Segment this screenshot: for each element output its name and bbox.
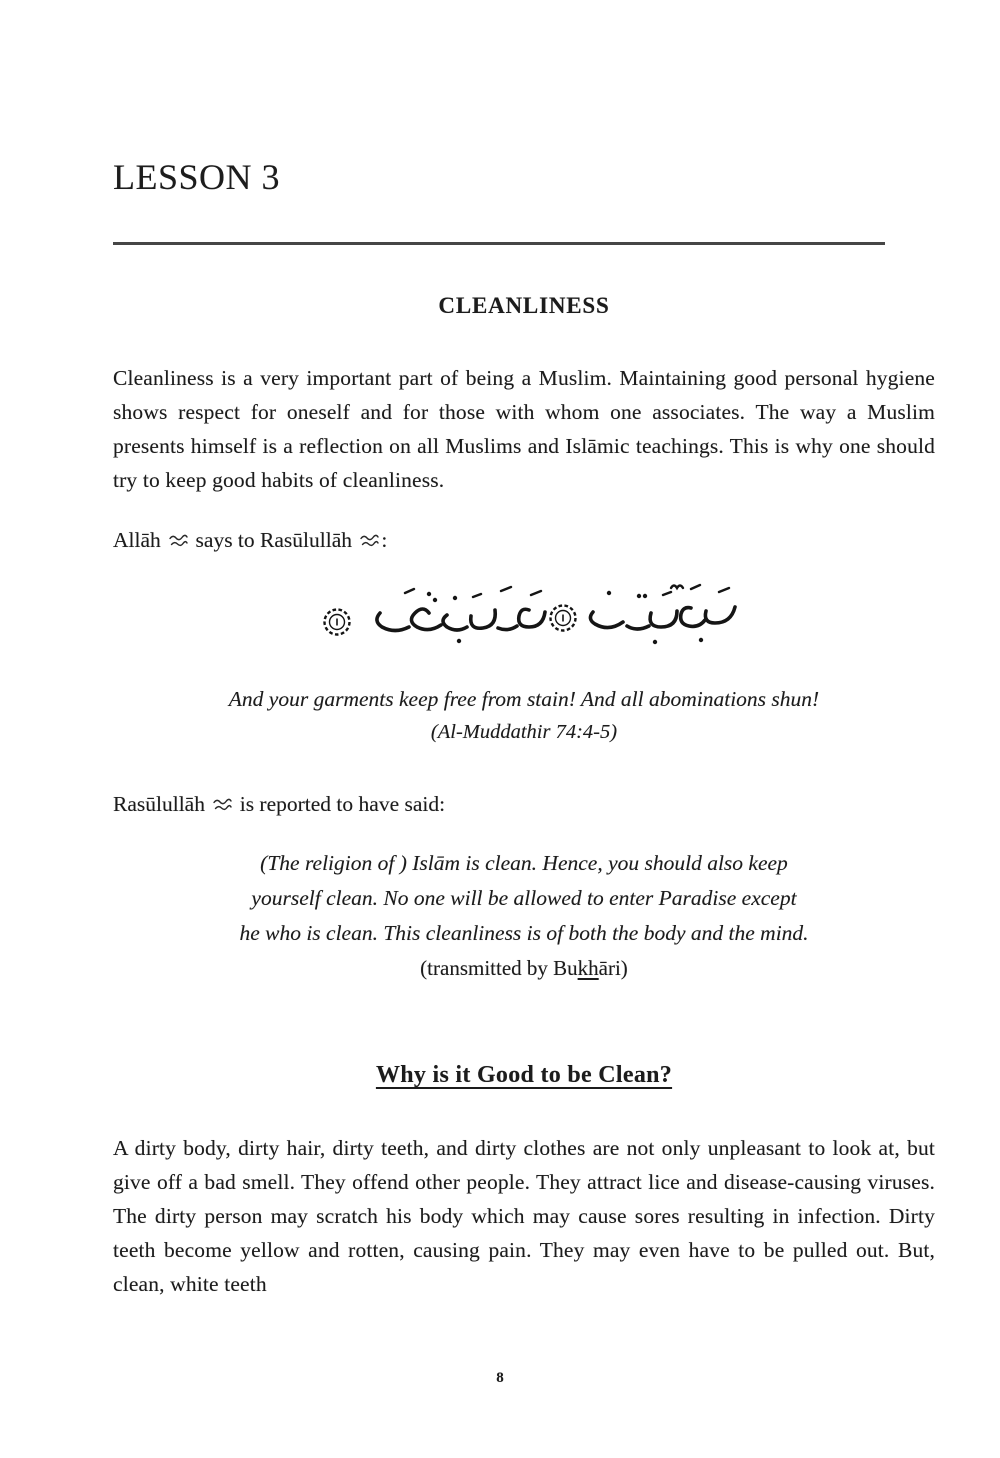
arabic-calligraphy-drawing [309, 580, 739, 662]
hadith-intro-line [113, 787, 935, 822]
horizontal-rule [113, 242, 885, 245]
section-heading: Why is it Good to be Clean? [375, 1062, 673, 1088]
hadith-source-kh: kh [577, 956, 599, 980]
verse-intro-line [113, 523, 935, 558]
verse-intro-says: says to Rasūlullāh [195, 528, 352, 552]
verse-intro-colon: : [381, 528, 388, 552]
ayah-medallion-icon [325, 610, 350, 635]
verse-intro-allah: Allāh [113, 528, 161, 552]
honorific-jalla-jalaluhu-icon [168, 524, 188, 558]
lesson-label: LESSON 3 [113, 157, 281, 197]
quran-verse-calligraphy [113, 580, 935, 667]
body-paragraph: A dirty body, dirty hair, dirty teeth, and dirty clothes are not only unpleasant to look at, but give off a bad smell. They offend other people. They attract lice and disease-causing viruses. The dirty person may scratch his body which may cause sores resulting in infection. Dirty teeth become yellow and rotten, causing pain. They may even have to be pulled out. But, clean, white teeth [113, 1136, 935, 1296]
hadith-source-open: (transmitted by Bu [420, 956, 578, 980]
hadith-intro-rasulullah: Rasūlullāh [113, 792, 205, 816]
page-number: 8 [496, 1370, 504, 1386]
honorific-sallallahu-icon [359, 524, 379, 558]
verse-reference: (Al-Muddathir 74:4-5) [430, 721, 618, 743]
hadith-source-close: āri) [598, 956, 628, 980]
ayah-medallion-icon [551, 606, 576, 631]
intro-paragraph: Cleanliness is a very important part of being a Muslim. Maintaining good personal hygiene shows respect for oneself and for those with whom one associates. The way a Muslim presents himself is a reflection on all Muslims and Islāmic teachings. This is why one should try to keep good habits of cleanliness. [113, 366, 935, 492]
verse-translation: And your garments keep free from stain! And all abominations shun! [228, 687, 820, 711]
hadith-intro-rest: is reported to have said: [239, 792, 446, 816]
honorific-sallallahu-icon [212, 788, 232, 822]
hadith-quote: (The religion of ) Islām is clean. Hence, you should also keep yourself clean. No one will be allowed to enter Paradise except he who is clean. This cleanliness is of both the body and the mind. [239, 851, 809, 945]
page-title: CLEANLINESS [438, 293, 610, 318]
hadith-source [113, 951, 935, 986]
